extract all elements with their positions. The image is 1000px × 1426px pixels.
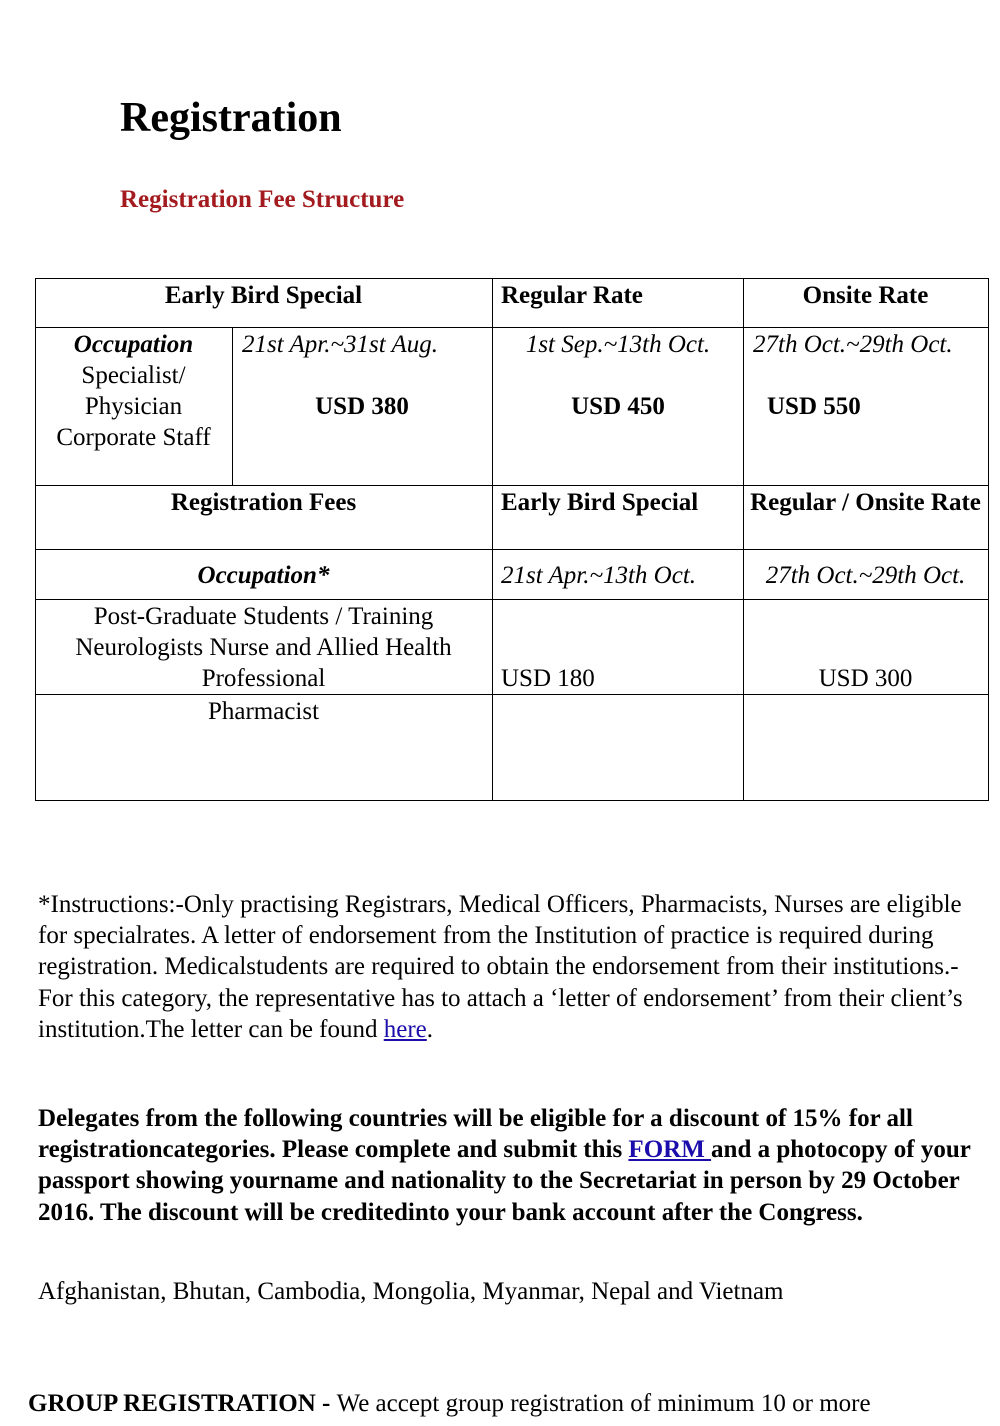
table-border-bottom [35,800,989,801]
onsite-price: USD 550 [767,393,861,420]
header-onsite-rate: Onsite Rate [802,282,929,309]
group-registration-label: GROUP REGISTRATION - [28,1390,337,1417]
form-link[interactable]: FORM [628,1136,712,1164]
regular-price: USD 450 [571,393,665,420]
section-subtitle: Registration Fee Structure [120,186,405,213]
early-bird-price: USD 380 [315,393,409,420]
page-title: Registration [120,95,342,141]
category-postgrad: Post-Graduate Students / Training Neurologists Nurse and Allied Health Professional [75,603,452,692]
table-row-divider [35,327,989,328]
group-registration-text: We accept group registration of minimum 10 or more [336,1390,871,1417]
postgrad-early-price: USD 180 [501,665,595,692]
instructions-text: *Instructions:-Only practising Registrars, Medical Officers, Pharmacists, Nurses are eligible for specialrates. A letter of endorsement from the Institution of practice is required during registration. Medicalstudents are required to obtain the endorsement from their institutions.-For this category, the representative has to attach a ‘letter of endorsement’ from their client’s institution.The letter can be found [38,891,963,1043]
group-registration [28,1388,988,1419]
fee-table [35,278,989,801]
postgrad-regular-price: USD 300 [818,665,913,692]
occupation-star-label: Occupation* [197,562,330,589]
header-regular-onsite: Regular / Onsite Rate [750,489,981,516]
discount-text-1: Delegates from the following countries will be eligible for a discount of 15% for all registrationcategories. Please complete and submit this [38,1105,913,1164]
occupation-cell [35,329,232,453]
discount-text-2: and a photocopy of your passport showing yourname and nationality to the Secretariat in person by 29 October 2016. The discount will be creditedinto your bank account after the Congress. [38,1136,971,1226]
category-pharmacist: Pharmacist [207,698,320,725]
table-border-top [35,278,989,279]
regular-dates: 1st Sep.~13th Oct. [525,331,711,358]
discount-countries: Afghanistan, Bhutan, Cambodia, Mongolia, Myanmar, Nepal and Vietnam [38,1278,784,1305]
table-row-divider [35,485,989,486]
occupation-line: Specialist/ [81,362,186,389]
instructions-paragraph [38,889,978,1045]
onsite-dates: 27th Oct.~29th Oct. [753,331,953,358]
occupation-line: Physician [84,393,183,420]
table-row-divider [35,599,989,600]
early-bird-dates: 21st Apr.~31st Aug. [242,331,438,358]
header-regular-rate: Regular Rate [501,282,643,309]
discount-paragraph [38,1103,983,1228]
letter-here-link[interactable]: here [383,1015,427,1043]
regular-onsite-dates: 27th Oct.~29th Oct. [765,562,966,589]
header-registration-fees: Registration Fees [170,489,357,516]
header-early-bird: Early Bird Special [164,282,363,309]
table-col-divider [743,278,744,801]
header-early-bird-2: Early Bird Special [501,489,699,516]
occupation-line: Corporate Staff [56,424,211,451]
table-row-divider [35,549,989,550]
early-bird-dates-2: 21st Apr.~13th Oct. [501,562,697,589]
occupation-label: Occupation [73,331,194,358]
table-row-divider [35,694,989,695]
instructions-tail: . [426,1015,434,1043]
